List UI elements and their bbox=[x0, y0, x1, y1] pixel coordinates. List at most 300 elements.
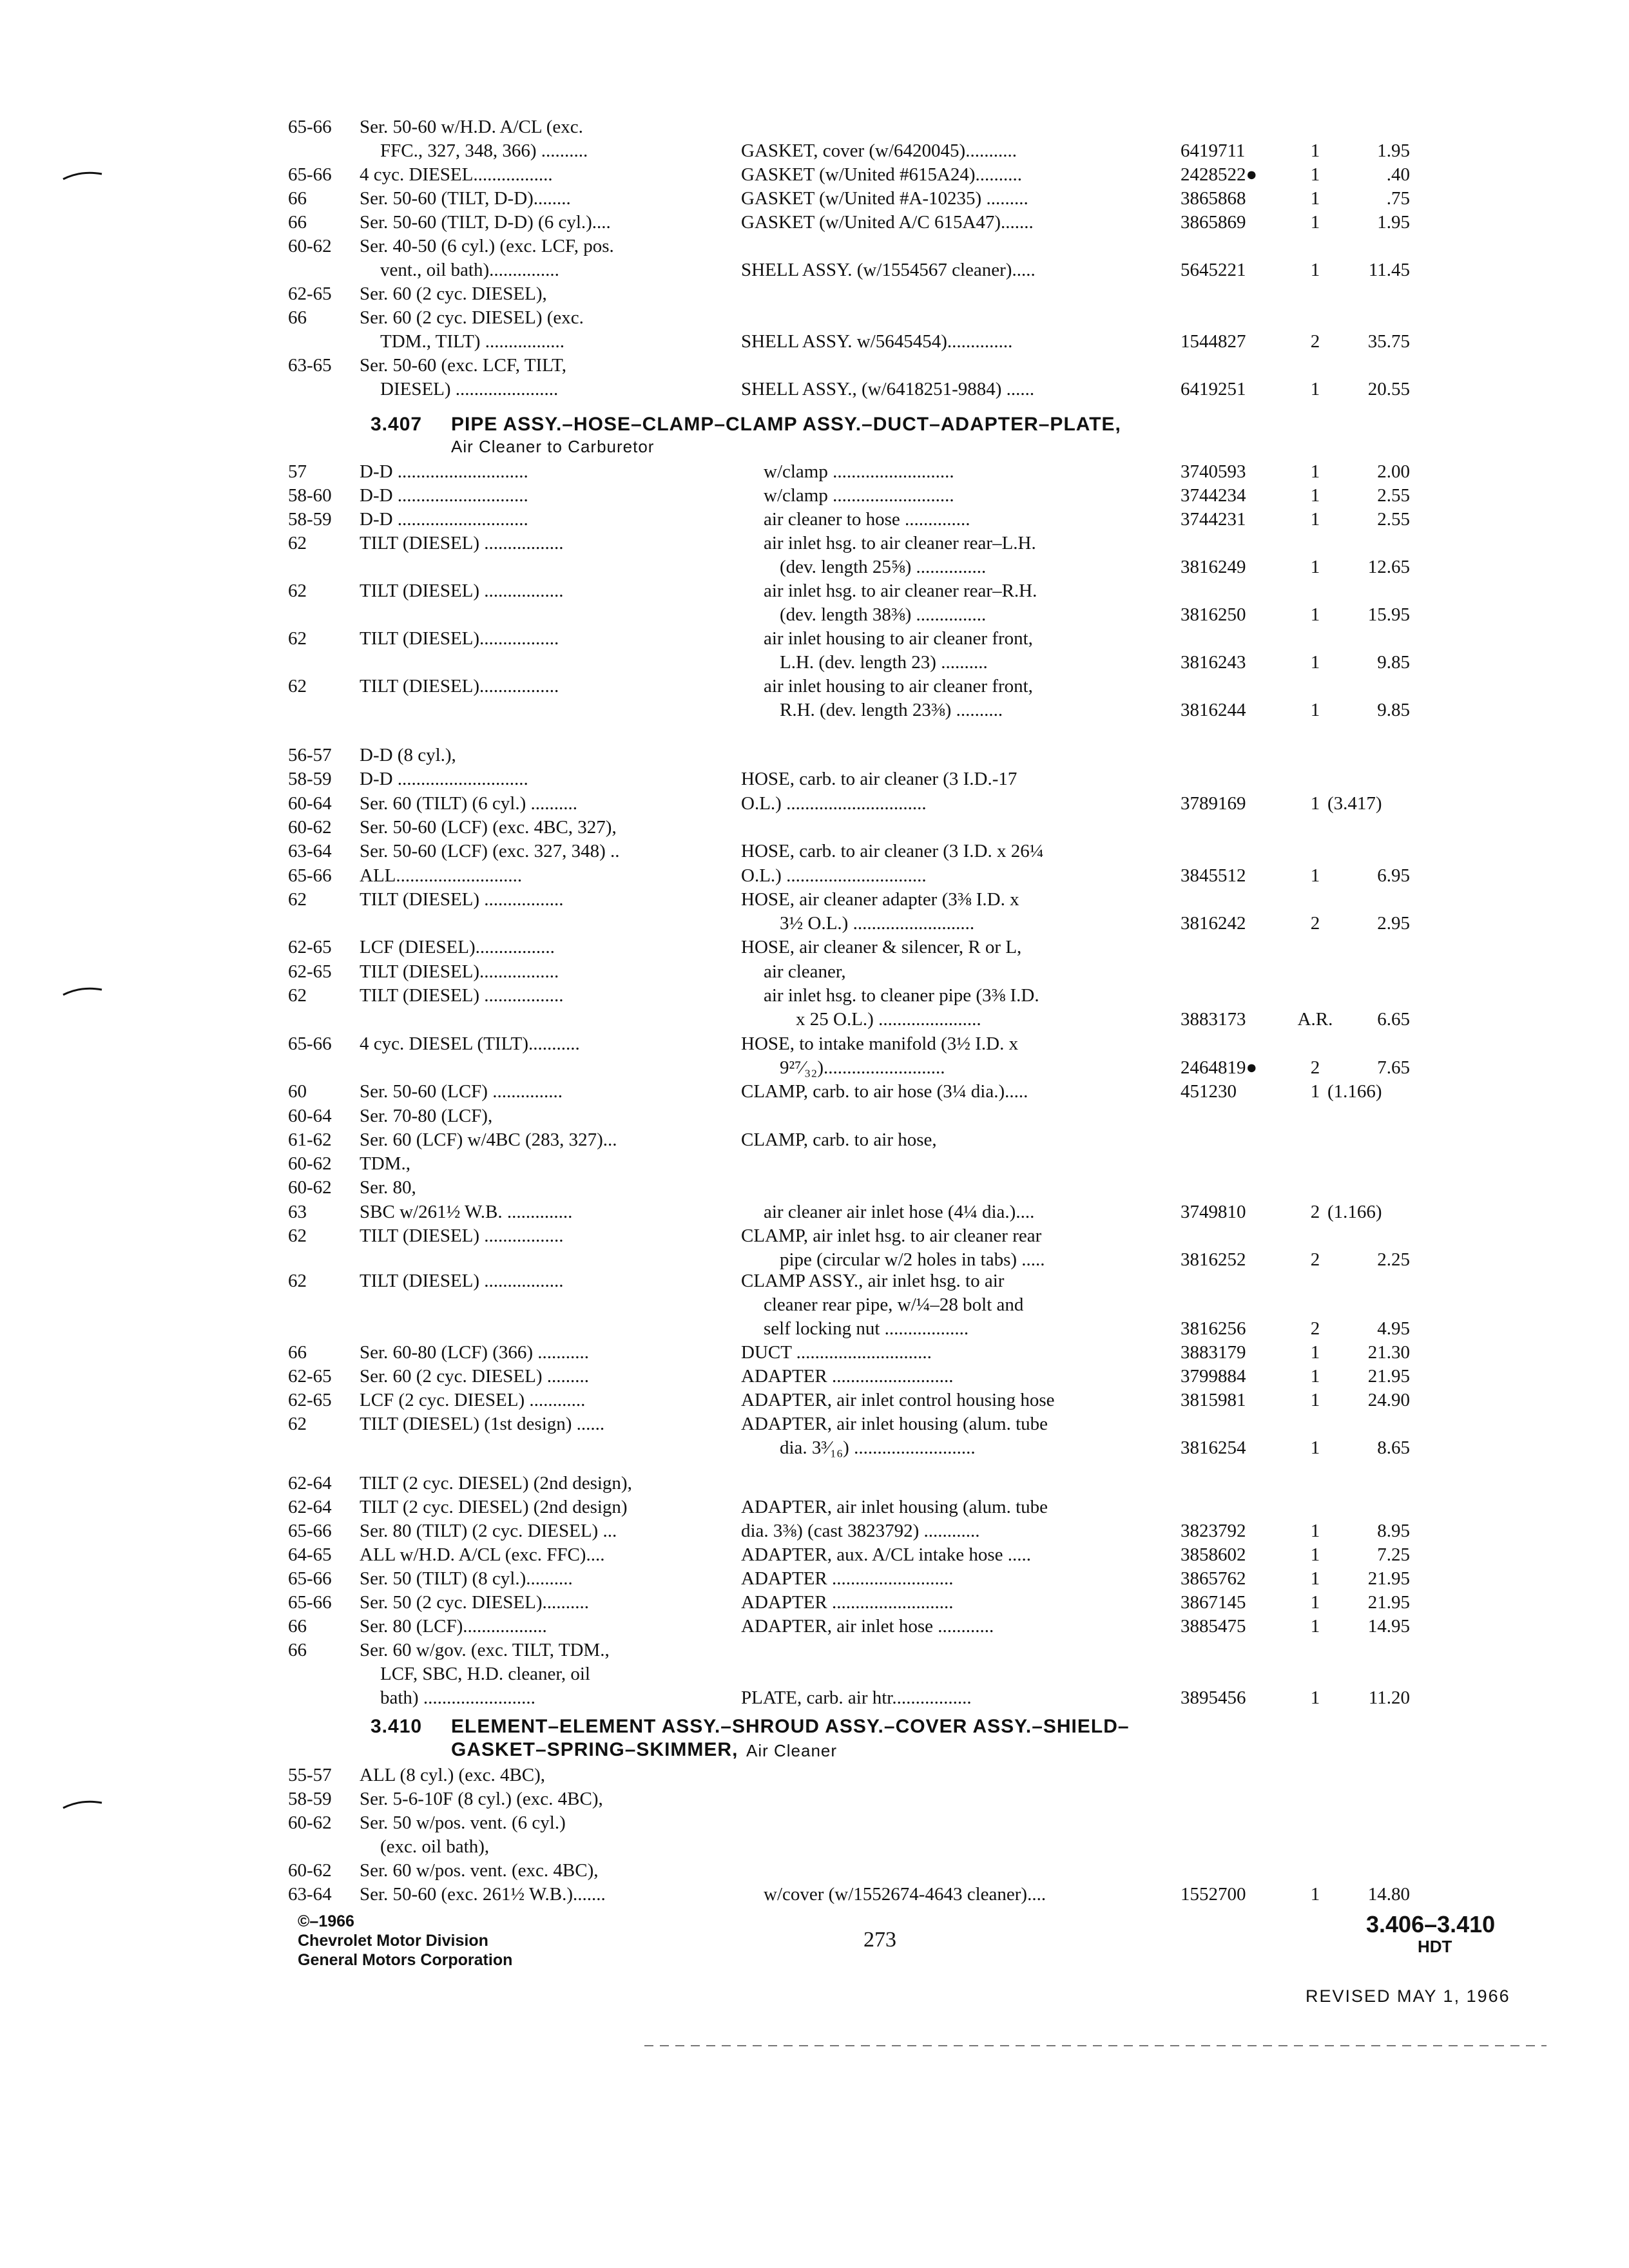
cell-description: HOSE, air cleaner & silencer, R or L, bbox=[741, 937, 1022, 958]
cell-year: 65-66 bbox=[288, 1592, 332, 1613]
footer-copyright: ©–1966 bbox=[298, 1912, 354, 1930]
cell-quantity: 1 bbox=[1310, 188, 1320, 209]
cell-quantity: 2 bbox=[1310, 1318, 1320, 1339]
cell-description: 9²⁷⁄₃₂).......................... bbox=[780, 1057, 945, 1078]
part-row bbox=[0, 649, 1629, 675]
cell-year: 60-62 bbox=[288, 236, 332, 256]
cell-quantity: 1 bbox=[1310, 485, 1320, 506]
part-row bbox=[0, 1387, 1629, 1413]
cell-year: 60 bbox=[288, 1081, 307, 1102]
cell-price: 1.95 bbox=[1377, 140, 1410, 161]
part-row bbox=[0, 1810, 1629, 1836]
cell-application: TILT (DIESEL) ................. bbox=[360, 533, 564, 553]
cell-application: TILT (DIESEL) ................. bbox=[360, 1271, 564, 1291]
cell-year: 60-64 bbox=[288, 1105, 332, 1126]
cell-quantity: 1 bbox=[1310, 1342, 1320, 1363]
cell-part-number: 3816249 bbox=[1181, 557, 1246, 577]
cell-application: 4 cyc. DIESEL................. bbox=[360, 164, 553, 185]
cell-application: TDM., bbox=[360, 1153, 410, 1175]
cell-part-number: 3885475 bbox=[1181, 1616, 1246, 1637]
section-tag: HDT bbox=[1418, 1937, 1452, 1956]
cell-part-number: 6419711 bbox=[1181, 140, 1246, 161]
cell-application: TILT (DIESEL)................. bbox=[360, 628, 559, 649]
part-row bbox=[0, 766, 1629, 792]
cell-part-number: 3845512 bbox=[1181, 865, 1246, 886]
footer-division: Chevrolet Motor Division bbox=[298, 1932, 488, 1950]
cell-year: 62 bbox=[288, 1414, 307, 1434]
section-3407-subtitle: Air Cleaner to Carburetor bbox=[451, 437, 655, 456]
cell-quantity: 1 bbox=[1310, 1568, 1320, 1589]
cell-part-number: 3867145 bbox=[1181, 1592, 1246, 1613]
cell-quantity: 1 bbox=[1310, 557, 1320, 577]
part-row bbox=[0, 602, 1629, 628]
cell-application: ALL........................... bbox=[360, 865, 523, 886]
cell-description: L.H. (dev. length 23) .......... bbox=[780, 652, 988, 673]
section-3410-number: 3.410 bbox=[371, 1716, 423, 1737]
cell-application: Ser. 50-60 (LCF) ............... bbox=[360, 1081, 563, 1102]
cell-year: 58-60 bbox=[288, 485, 332, 506]
cell-description: HOSE, carb. to air cleaner (3 I.D. x 26¼ bbox=[741, 841, 1044, 862]
section-3407-number: 3.407 bbox=[371, 414, 423, 435]
part-row bbox=[0, 1685, 1629, 1711]
cell-application: TDM., TILT) ................. bbox=[380, 331, 564, 352]
cell-price: 2.00 bbox=[1377, 461, 1410, 482]
part-row bbox=[0, 742, 1629, 768]
part-row bbox=[0, 459, 1629, 485]
cell-description: 3½ O.L.) .......................... bbox=[780, 913, 975, 934]
cell-application: Ser. 60 (TILT) (6 cyl.) .......... bbox=[360, 793, 578, 814]
cell-description: air cleaner air inlet hose (4¼ dia.).... bbox=[764, 1201, 1035, 1222]
cell-part-number: 3816254 bbox=[1181, 1437, 1246, 1458]
cell-application: Ser. 80 (LCF).................. bbox=[360, 1616, 547, 1637]
cell-year: 61-62 bbox=[288, 1129, 332, 1150]
cell-application: Ser. 80, bbox=[360, 1177, 416, 1198]
cell-year: 66 bbox=[288, 1616, 307, 1637]
cell-application: Ser. 50 (TILT) (8 cyl.).......... bbox=[360, 1568, 573, 1589]
cell-description: air inlet hsg. to air cleaner rear–L.H. bbox=[764, 533, 1036, 553]
part-row bbox=[0, 1470, 1629, 1496]
part-row bbox=[0, 1637, 1629, 1663]
cell-part-number: 3740593 bbox=[1181, 461, 1246, 482]
cell-application: Ser. 50-60 (exc. 261½ W.B.)....... bbox=[360, 1884, 606, 1905]
cell-application: Ser. 60 (2 cyc. DIESEL), bbox=[360, 284, 547, 304]
cell-part-number: 3816256 bbox=[1181, 1318, 1246, 1339]
cell-price: 14.80 bbox=[1367, 1884, 1410, 1905]
cell-description: dia. 3⅜) (cast 3823792) ............ bbox=[741, 1521, 980, 1541]
cell-description: DUCT ............................. bbox=[741, 1342, 932, 1363]
cell-application: D-D (8 cyl.), bbox=[360, 745, 456, 765]
cell-description: GASKET (w/United #A-10235) ......... bbox=[741, 188, 1028, 209]
cell-part-number: 3865868 bbox=[1181, 188, 1246, 209]
part-row bbox=[0, 1786, 1629, 1812]
part-row bbox=[0, 1566, 1629, 1591]
cell-year: 60-64 bbox=[288, 793, 332, 814]
cell-part-number: 3744234 bbox=[1181, 485, 1246, 506]
cell-year: 66 bbox=[288, 212, 307, 233]
cell-year: 58-59 bbox=[288, 509, 332, 530]
cell-application: Ser. 80 (TILT) (2 cyc. DIESEL) ... bbox=[360, 1521, 617, 1541]
cell-price: 21.95 bbox=[1367, 1366, 1410, 1387]
cell-year: 62 bbox=[288, 676, 307, 697]
cell-quantity: 1 bbox=[1310, 461, 1320, 482]
cell-application: LCF, SBC, H.D. cleaner, oil bbox=[380, 1664, 590, 1684]
cell-description: air inlet housing to air cleaner front, bbox=[764, 628, 1033, 649]
cell-description: air inlet housing to air cleaner front, bbox=[764, 676, 1033, 697]
footer-corporation: General Motors Corporation bbox=[298, 1951, 513, 1969]
cell-year: 66 bbox=[288, 1640, 307, 1660]
cell-description: SHELL ASSY. w/5645454).............. bbox=[741, 331, 1013, 352]
cell-description: CLAMP, carb. to air hose, bbox=[741, 1129, 937, 1150]
cell-application: (exc. oil bath), bbox=[380, 1836, 490, 1857]
cell-description: SHELL ASSY. (w/1554567 cleaner)..... bbox=[741, 260, 1036, 280]
cell-year: 62 bbox=[288, 581, 307, 601]
cell-description: CLAMP ASSY., air inlet hsg. to air bbox=[741, 1271, 1005, 1291]
part-row bbox=[0, 697, 1629, 723]
cell-application: Ser. 50-60 (TILT, D-D)........ bbox=[360, 188, 571, 209]
cell-quantity: A.R. bbox=[1297, 1009, 1333, 1030]
cell-application: bath) ........................ bbox=[380, 1687, 535, 1708]
cell-year: 65-66 bbox=[288, 865, 332, 886]
cell-price: 7.25 bbox=[1377, 1544, 1410, 1565]
cell-price: 2.25 bbox=[1377, 1249, 1410, 1271]
cell-quantity: 1 bbox=[1310, 260, 1320, 280]
part-row bbox=[0, 1834, 1629, 1860]
cell-part-number: 3815981 bbox=[1181, 1390, 1246, 1410]
cell-part-number: 3799884 bbox=[1181, 1366, 1246, 1387]
cell-description: ADAPTER .......................... bbox=[741, 1592, 954, 1613]
part-row bbox=[0, 1435, 1629, 1461]
cell-description: ADAPTER, air inlet housing (alum. tube bbox=[741, 1414, 1048, 1434]
section-3407-title: PIPE ASSY.–HOSE–CLAMP–CLAMP ASSY.–DUCT–ADAPTER–PLATE, bbox=[451, 414, 1121, 435]
cell-application: SBC w/261½ W.B. .............. bbox=[360, 1201, 573, 1222]
part-row bbox=[0, 1199, 1629, 1225]
cell-year: 62 bbox=[288, 1271, 307, 1291]
section-3410-title: ELEMENT–ELEMENT ASSY.–SHROUD ASSY.–COVER ASSY.–SHIELD– bbox=[451, 1716, 1130, 1737]
part-row bbox=[0, 838, 1629, 864]
cell-year: 62 bbox=[288, 1225, 307, 1246]
part-row bbox=[0, 376, 1629, 402]
cell-year: 58-59 bbox=[288, 1789, 332, 1809]
part-row bbox=[0, 1223, 1629, 1249]
cell-year: 56-57 bbox=[288, 745, 332, 765]
cell-part-number: 6419251 bbox=[1181, 379, 1246, 399]
part-row bbox=[0, 1055, 1629, 1081]
cell-application: vent., oil bath)............... bbox=[380, 260, 559, 280]
cell-price: 11.45 bbox=[1368, 260, 1410, 280]
cell-price: 20.55 bbox=[1367, 379, 1410, 399]
cell-description: self locking nut .................. bbox=[764, 1318, 969, 1339]
cell-part-number: 5645221 bbox=[1181, 260, 1246, 280]
cell-part-number: 1552700 bbox=[1181, 1884, 1246, 1905]
page-number: 273 bbox=[863, 1928, 896, 1952]
section-range: 3.406–3.410 bbox=[1366, 1911, 1496, 1937]
cell-year: 62 bbox=[288, 628, 307, 649]
cell-year: 62 bbox=[288, 889, 307, 910]
cell-description: ADAPTER .......................... bbox=[741, 1366, 954, 1387]
cell-application: LCF (DIESEL)................. bbox=[360, 937, 555, 958]
cell-application: Ser. 60 (2 cyc. DIESEL) ......... bbox=[360, 1366, 589, 1387]
cell-description: w/cover (w/1552674-4643 cleaner).... bbox=[764, 1884, 1046, 1905]
part-row bbox=[0, 983, 1629, 1008]
part-row bbox=[0, 814, 1629, 840]
part-row bbox=[0, 863, 1629, 889]
cell-quantity: 1 bbox=[1310, 1616, 1320, 1637]
cell-description: HOSE, to intake manifold (3½ I.D. x bbox=[741, 1033, 1019, 1054]
part-row bbox=[0, 530, 1629, 556]
cell-application: ALL w/H.D. A/CL (exc. FFC).... bbox=[360, 1544, 605, 1565]
part-row bbox=[0, 233, 1629, 259]
cell-description: ADAPTER, aux. A/CL intake hose ..... bbox=[741, 1544, 1031, 1565]
cell-application: TILT (DIESEL) ................. bbox=[360, 889, 564, 910]
cell-application: TILT (DIESEL) ................. bbox=[360, 581, 564, 601]
part-row bbox=[0, 257, 1629, 283]
part-row bbox=[0, 281, 1629, 307]
cell-part-number: 3816244 bbox=[1181, 700, 1246, 720]
cell-price: 24.90 bbox=[1367, 1390, 1410, 1410]
part-row bbox=[0, 1316, 1629, 1341]
cell-part-number: 2428522● bbox=[1181, 164, 1258, 185]
cell-quantity: 1 bbox=[1310, 140, 1320, 161]
cell-part-number: 3744231 bbox=[1181, 509, 1246, 530]
part-row bbox=[0, 209, 1629, 235]
cell-price: 11.20 bbox=[1368, 1687, 1410, 1708]
cell-application: Ser. 70-80 (LCF), bbox=[360, 1105, 493, 1126]
cell-description: air cleaner to hose .............. bbox=[764, 509, 970, 530]
cell-description: PLATE, carb. air htr................. bbox=[741, 1687, 972, 1708]
cell-application: Ser. 50-60 (LCF) (exc. 4BC, 327), bbox=[360, 816, 617, 838]
cell-description: air cleaner, bbox=[764, 961, 846, 982]
cell-quantity: 1 bbox=[1310, 379, 1320, 399]
cell-quantity: 2 bbox=[1310, 1201, 1320, 1222]
part-row bbox=[0, 910, 1629, 936]
cell-price: (3.417) bbox=[1327, 793, 1382, 814]
cell-year: 66 bbox=[288, 1342, 307, 1363]
cell-price: 35.75 bbox=[1367, 331, 1410, 352]
part-row bbox=[0, 934, 1629, 960]
part-row bbox=[0, 1881, 1629, 1907]
cell-quantity: 1 bbox=[1310, 604, 1320, 625]
cell-part-number: 3865869 bbox=[1181, 212, 1246, 233]
cell-description: CLAMP, air inlet hsg. to air cleaner rear bbox=[741, 1225, 1042, 1246]
cell-price: .40 bbox=[1386, 164, 1410, 185]
part-row bbox=[0, 887, 1629, 912]
cell-quantity: 1 bbox=[1310, 1366, 1320, 1387]
cell-description: (dev. length 25⅝) ............... bbox=[780, 557, 987, 577]
cell-application: TILT (DIESEL)................. bbox=[360, 961, 559, 982]
cell-description: O.L.) .............................. bbox=[741, 793, 927, 814]
part-row bbox=[0, 1292, 1629, 1318]
cell-quantity: 1 bbox=[1310, 1884, 1320, 1905]
part-row bbox=[0, 1031, 1629, 1057]
cell-quantity: 1 bbox=[1310, 700, 1320, 720]
cell-price: (1.166) bbox=[1327, 1081, 1382, 1102]
part-row bbox=[0, 1762, 1629, 1788]
cell-price: (1.166) bbox=[1327, 1201, 1382, 1222]
cell-application: TILT (2 cyc. DIESEL) (2nd design), bbox=[360, 1473, 632, 1494]
cell-part-number: 3883179 bbox=[1181, 1342, 1246, 1363]
cell-description: (dev. length 38⅜) ............... bbox=[780, 604, 987, 625]
cell-year: 64-65 bbox=[288, 1544, 332, 1565]
cell-price: .75 bbox=[1386, 188, 1410, 209]
cell-year: 63-65 bbox=[288, 355, 332, 376]
cell-price: 2.55 bbox=[1377, 509, 1410, 530]
cell-description: CLAMP, carb. to air hose (3¼ dia.)..... bbox=[741, 1081, 1028, 1102]
cell-quantity: 1 bbox=[1310, 865, 1320, 886]
cell-application: Ser. 50 w/pos. vent. (6 cyl.) bbox=[360, 1812, 566, 1833]
cell-application: Ser. 50-60 w/H.D. A/CL (exc. bbox=[360, 117, 583, 137]
cell-year: 57 bbox=[288, 461, 307, 482]
cell-part-number: 3816243 bbox=[1181, 652, 1246, 673]
cell-application: Ser. 60 w/pos. vent. (exc. 4BC), bbox=[360, 1860, 599, 1881]
cell-description: ADAPTER, air inlet hose ............ bbox=[741, 1616, 994, 1637]
part-row bbox=[0, 1590, 1629, 1615]
cell-application: TILT (2 cyc. DIESEL) (2nd design) bbox=[360, 1497, 628, 1517]
cell-description: ADAPTER, air inlet housing (alum. tube bbox=[741, 1497, 1048, 1517]
cell-quantity: 1 bbox=[1310, 1687, 1320, 1708]
cell-year: 62-65 bbox=[288, 937, 332, 958]
cell-quantity: 1 bbox=[1310, 164, 1320, 185]
cell-part-number: 3816242 bbox=[1181, 913, 1246, 934]
cell-description: GASKET (w/United A/C 615A47)....... bbox=[741, 212, 1034, 233]
cell-price: 12.65 bbox=[1367, 557, 1410, 577]
cell-quantity: 1 bbox=[1310, 1390, 1320, 1410]
cell-application: ALL (8 cyl.) (exc. 4BC), bbox=[360, 1765, 546, 1785]
part-row bbox=[0, 1363, 1629, 1389]
cell-part-number: 451230 bbox=[1181, 1081, 1237, 1102]
cell-year: 60-62 bbox=[288, 1153, 332, 1175]
cell-quantity: 1 bbox=[1310, 509, 1320, 530]
cell-price: 8.95 bbox=[1377, 1521, 1410, 1541]
part-row bbox=[0, 1411, 1629, 1437]
cell-quantity: 1 bbox=[1310, 793, 1320, 814]
cell-quantity: 2 bbox=[1310, 331, 1320, 352]
bottom-rule bbox=[644, 2044, 1547, 2048]
cell-price: 21.30 bbox=[1367, 1342, 1410, 1363]
cell-quantity: 1 bbox=[1310, 652, 1320, 673]
cell-quantity: 2 bbox=[1310, 1249, 1320, 1271]
part-row bbox=[0, 352, 1629, 378]
cell-price: 2.95 bbox=[1377, 913, 1410, 934]
part-row bbox=[0, 959, 1629, 985]
part-row bbox=[0, 1268, 1629, 1294]
cell-application: Ser. 50-60 (LCF) (exc. 327, 348) .. bbox=[360, 841, 620, 862]
cell-application: D-D ............................ bbox=[360, 509, 528, 530]
cell-price: 2.55 bbox=[1377, 485, 1410, 506]
cell-application: TILT (DIESEL)................. bbox=[360, 676, 559, 697]
cell-part-number: 3789169 bbox=[1181, 793, 1246, 814]
cell-application: TILT (DIESEL) ................. bbox=[360, 985, 564, 1006]
cell-year: 60-62 bbox=[288, 816, 332, 838]
part-row bbox=[0, 1858, 1629, 1883]
cell-description: w/clamp .......................... bbox=[764, 485, 954, 506]
cell-year: 62-64 bbox=[288, 1497, 332, 1517]
part-row bbox=[0, 626, 1629, 651]
part-row bbox=[0, 1151, 1629, 1177]
cell-part-number: 2464819● bbox=[1181, 1057, 1258, 1078]
cell-price: 14.95 bbox=[1367, 1616, 1410, 1637]
part-row bbox=[0, 114, 1629, 140]
cell-part-number: 3895456 bbox=[1181, 1687, 1246, 1708]
cell-description: air inlet hsg. to air cleaner rear–R.H. bbox=[764, 581, 1037, 601]
cell-year: 65-66 bbox=[288, 1521, 332, 1541]
cell-price: 21.95 bbox=[1367, 1568, 1410, 1589]
cell-part-number: 3883173 bbox=[1181, 1009, 1246, 1030]
part-row bbox=[0, 329, 1629, 354]
cell-application: FFC., 327, 348, 366) .......... bbox=[380, 140, 588, 161]
cell-price: 9.85 bbox=[1377, 700, 1410, 720]
cell-price: 6.65 bbox=[1377, 1009, 1410, 1030]
cell-description: w/clamp .......................... bbox=[764, 461, 954, 482]
part-row bbox=[0, 1006, 1629, 1032]
part-row bbox=[0, 186, 1629, 211]
cell-application: Ser. 50-60 (TILT, D-D) (6 cyl.).... bbox=[360, 212, 611, 233]
cell-year: 62-65 bbox=[288, 1390, 332, 1410]
cell-application: TILT (DIESEL) (1st design) ...... bbox=[360, 1414, 605, 1434]
cell-year: 65-66 bbox=[288, 164, 332, 185]
cell-part-number: 3823792 bbox=[1181, 1521, 1246, 1541]
part-row bbox=[0, 305, 1629, 331]
cell-application: D-D ............................ bbox=[360, 485, 528, 506]
cell-quantity: 1 bbox=[1310, 1521, 1320, 1541]
cell-application: 4 cyc. DIESEL (TILT)........... bbox=[360, 1033, 580, 1054]
part-row bbox=[0, 578, 1629, 604]
cell-year: 63-64 bbox=[288, 841, 332, 862]
cell-year: 60-62 bbox=[288, 1860, 332, 1881]
cell-year: 65-66 bbox=[288, 1033, 332, 1054]
cell-year: 55-57 bbox=[288, 1765, 332, 1785]
cell-description: HOSE, carb. to air cleaner (3 I.D.-17 bbox=[741, 769, 1017, 790]
cell-quantity: 1 bbox=[1310, 1081, 1320, 1102]
part-row bbox=[0, 1518, 1629, 1544]
part-row bbox=[0, 483, 1629, 508]
cell-description: O.L.) .............................. bbox=[741, 865, 927, 886]
cell-application: Ser. 60 w/gov. (exc. TILT, TDM., bbox=[360, 1640, 610, 1660]
cell-description: pipe (circular w/2 holes in tabs) ..... bbox=[780, 1249, 1045, 1271]
cell-quantity: 1 bbox=[1310, 1592, 1320, 1613]
cell-year: 66 bbox=[288, 188, 307, 209]
cell-price: 1.95 bbox=[1377, 212, 1410, 233]
part-row bbox=[0, 673, 1629, 699]
cell-part-number: 3816252 bbox=[1181, 1249, 1246, 1271]
part-row bbox=[0, 162, 1629, 187]
cell-description: dia. 3³⁄₁₆) .......................... bbox=[780, 1437, 976, 1458]
cell-year: 62-65 bbox=[288, 1366, 332, 1387]
section-3410-subtitle: Air Cleaner bbox=[746, 1741, 838, 1760]
cell-year: 62 bbox=[288, 533, 307, 553]
cell-description: air inlet hsg. to cleaner pipe (3⅜ I.D. bbox=[764, 985, 1039, 1006]
cell-price: 21.95 bbox=[1367, 1592, 1410, 1613]
cell-year: 63 bbox=[288, 1201, 307, 1222]
cell-year: 65-66 bbox=[288, 117, 332, 137]
cell-year: 62-65 bbox=[288, 961, 332, 982]
cell-description: HOSE, air cleaner adapter (3⅜ I.D. x bbox=[741, 889, 1019, 910]
cell-application: Ser. 5-6-10F (8 cyl.) (exc. 4BC), bbox=[360, 1789, 603, 1809]
cell-quantity: 1 bbox=[1310, 1437, 1320, 1458]
cell-description: ADAPTER, air inlet control housing hose bbox=[741, 1390, 1055, 1410]
cell-year: 65-66 bbox=[288, 1568, 332, 1589]
cell-application: TILT (DIESEL) ................. bbox=[360, 1225, 564, 1246]
cell-application: LCF (2 cyc. DIESEL) ............ bbox=[360, 1390, 586, 1410]
cell-description: x 25 O.L.) ...................... bbox=[796, 1009, 981, 1030]
cell-price: 4.95 bbox=[1377, 1318, 1410, 1339]
cell-part-number: 3749810 bbox=[1181, 1201, 1246, 1222]
cell-description: ADAPTER .......................... bbox=[741, 1568, 954, 1589]
cell-quantity: 1 bbox=[1310, 1544, 1320, 1565]
cell-year: 58-59 bbox=[288, 769, 332, 790]
cell-price: 9.85 bbox=[1377, 652, 1410, 673]
cell-description: GASKET, cover (w/6420045)........... bbox=[741, 140, 1017, 161]
cell-description: cleaner rear pipe, w/¼–28 bolt and bbox=[764, 1294, 1024, 1315]
